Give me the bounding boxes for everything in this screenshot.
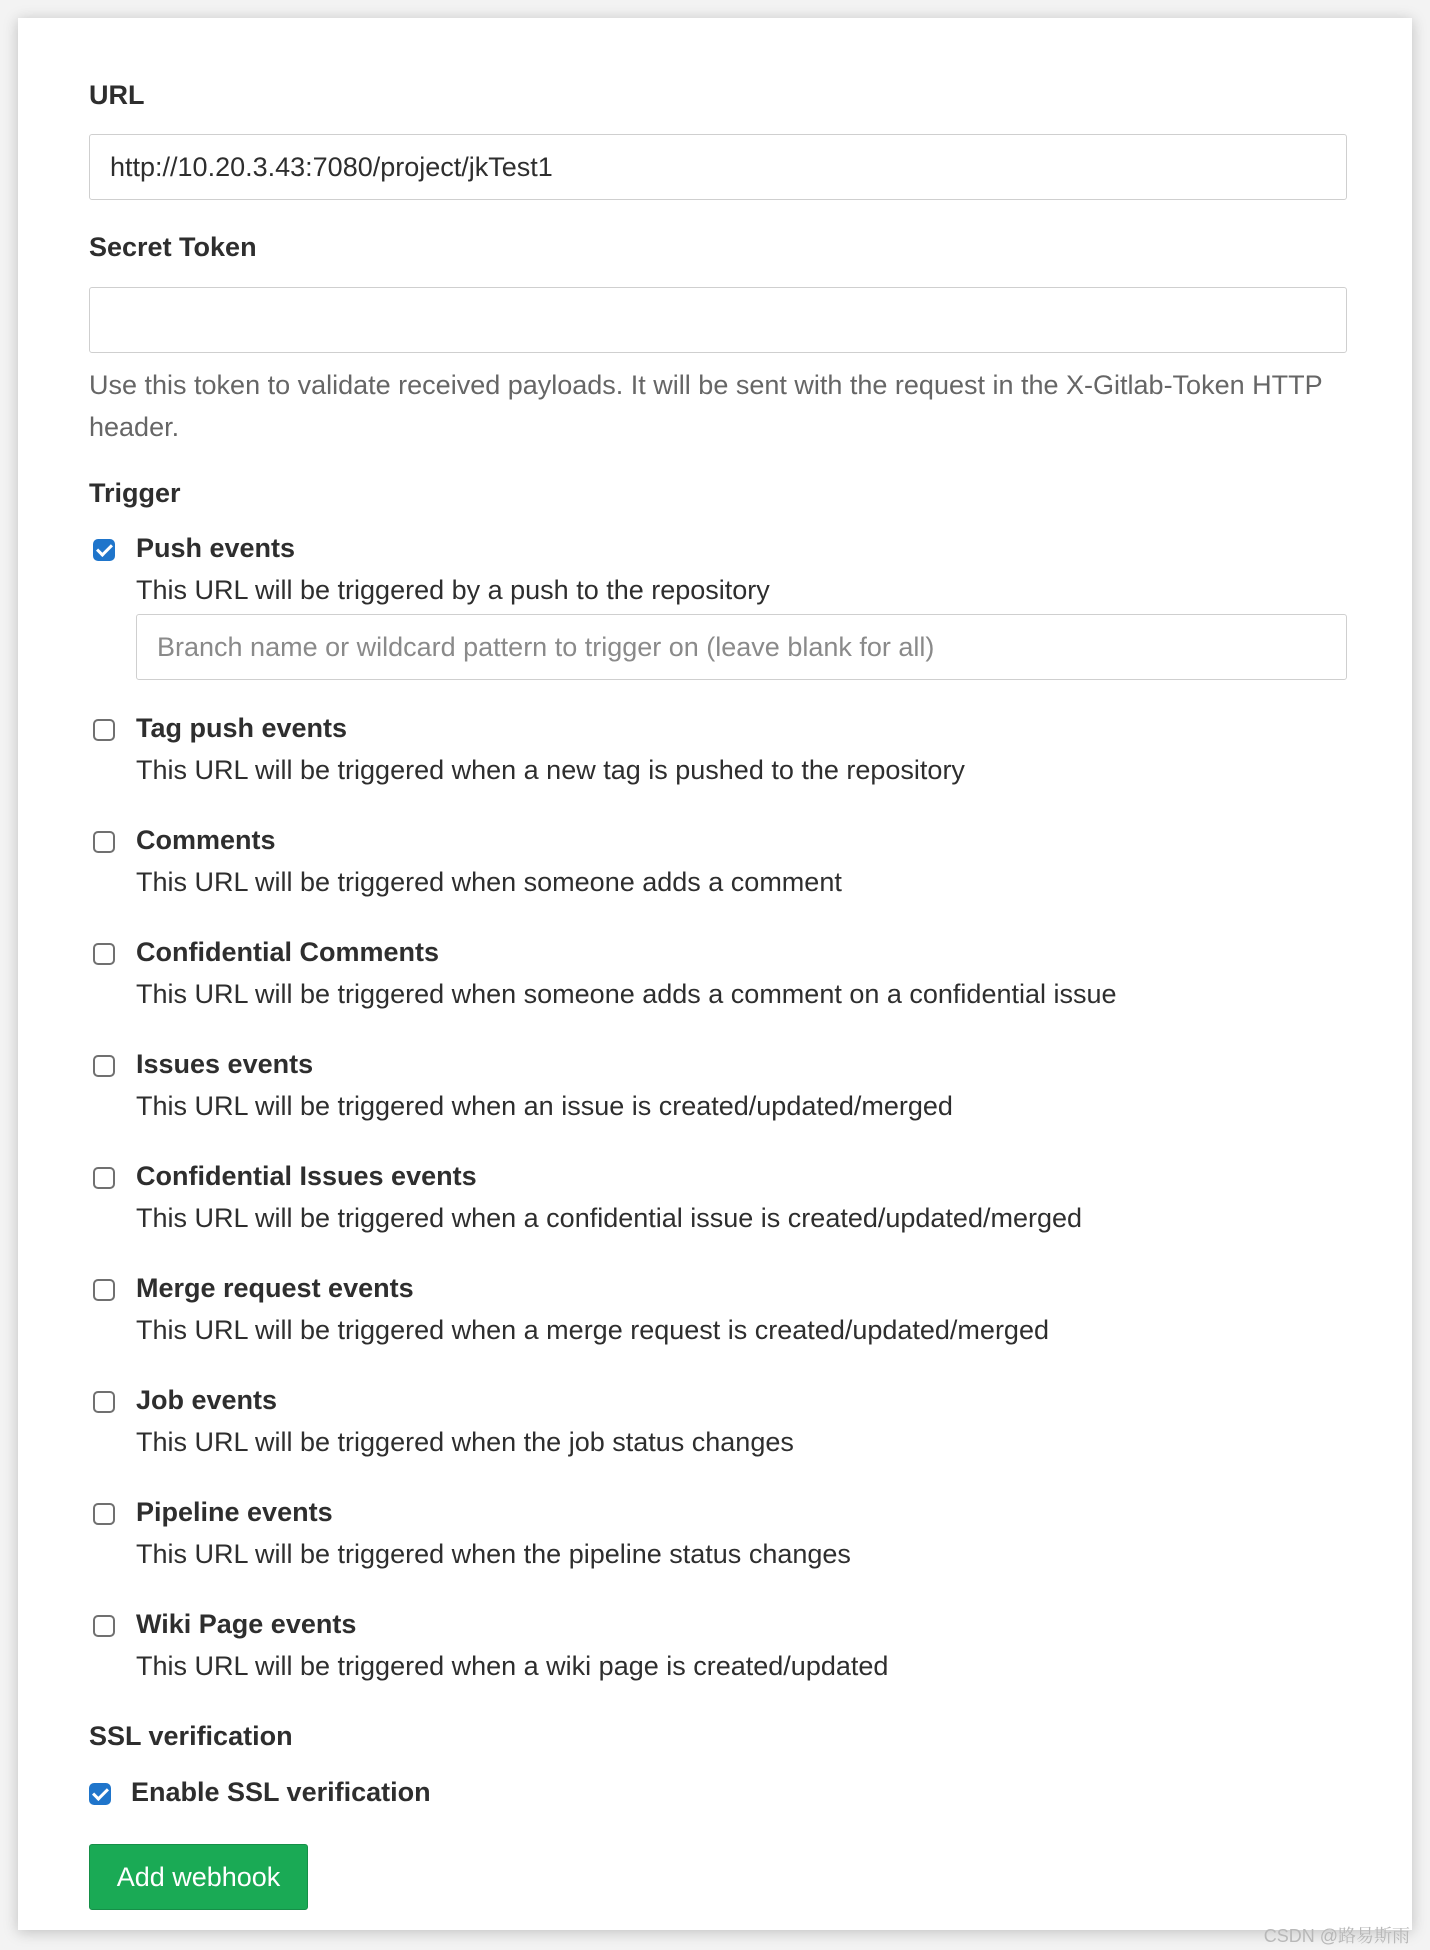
job-events-label[interactable]: Job events [136,1385,278,1415]
secret-token-input[interactable] [89,287,1347,353]
url-label: URL [89,80,145,110]
wiki-page-events-label[interactable]: Wiki Page events [136,1609,357,1639]
merge-request-events-description: This URL will be triggered when a merge request is created/updated/merged [136,1315,1049,1345]
confidential-issues-events-description: This URL will be triggered when a confidential issue is created/updated/merged [136,1203,1083,1233]
confidential-comments-description: This URL will be triggered when someone adds a comment on a confidential issue [136,979,1117,1009]
comments-label[interactable]: Comments [136,825,276,855]
branch-filter-input[interactable] [136,614,1347,680]
push-events-label[interactable]: Push events [136,533,296,563]
ssl-verification-checkbox[interactable] [89,1783,111,1805]
ssl-verification-label[interactable]: Enable SSL verification [131,1777,431,1807]
watermark: CSDN @路易斯雨 [1263,1926,1410,1946]
job-events-description: This URL will be triggered when the job status changes [136,1427,794,1457]
pipeline-events-description: This URL will be triggered when the pipeline status changes [136,1539,851,1569]
tag-push-events-description: This URL will be triggered when a new tag is pushed to the repository [136,755,965,785]
wiki-page-events-description: This URL will be triggered when a wiki page is created/updated [136,1651,889,1681]
secret-token-label: Secret Token [89,232,257,262]
confidential-comments-label[interactable]: Confidential Comments [136,937,440,967]
webhook-form-card [18,18,1412,1930]
wiki-page-events-checkbox[interactable] [93,1615,115,1637]
confidential-issues-events-checkbox[interactable] [93,1167,115,1189]
merge-request-events-checkbox[interactable] [93,1279,115,1301]
add-webhook-button[interactable]: Add webhook [89,1844,308,1910]
tag-push-events-checkbox[interactable] [93,719,115,741]
tag-push-events-label[interactable]: Tag push events [136,713,348,743]
ssl-verification-heading: SSL verification [89,1721,293,1751]
trigger-heading: Trigger [89,478,181,508]
comments-description: This URL will be triggered when someone adds a comment [136,867,842,897]
pipeline-events-checkbox[interactable] [93,1503,115,1525]
job-events-checkbox[interactable] [93,1391,115,1413]
push-events-checkbox[interactable] [93,539,115,561]
confidential-issues-events-label[interactable]: Confidential Issues events [136,1161,477,1191]
secret-token-help: Use this token to validate received payloads. It will be sent with the request in the X-Gitlab-Token HTTP header. [89,370,1323,442]
pipeline-events-label[interactable]: Pipeline events [136,1497,333,1527]
merge-request-events-label[interactable]: Merge request events [136,1273,414,1303]
comments-checkbox[interactable] [93,831,115,853]
issues-events-checkbox[interactable] [93,1055,115,1077]
push-events-description: This URL will be triggered by a push to the repository [136,575,770,605]
url-input[interactable] [89,134,1347,200]
issues-events-description: This URL will be triggered when an issue is created/updated/merged [136,1091,953,1121]
confidential-comments-checkbox[interactable] [93,943,115,965]
issues-events-label[interactable]: Issues events [136,1049,314,1079]
